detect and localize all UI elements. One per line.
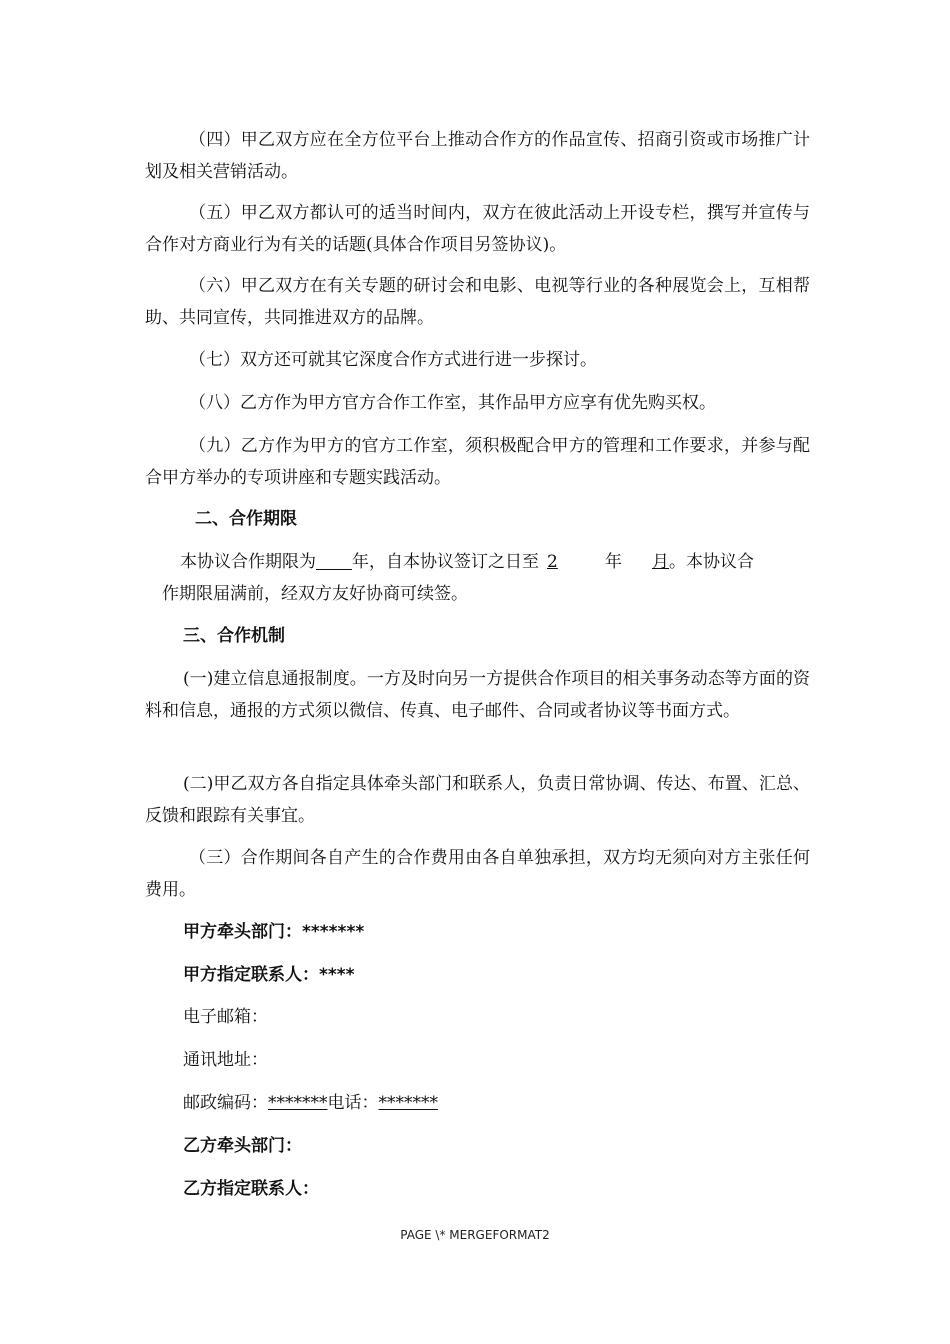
mechanism-2: (二)甲乙双方各自指定具体牵头部门和联系人，负责日常协调、传达、布置、汇总、反馈和跟踪有关事宜。 xyxy=(145,774,810,826)
party-b-contact: 乙方指定联系人： xyxy=(183,1179,319,1199)
term-text-b: 年，自本协议签订之日至 xyxy=(352,552,539,572)
clause-7: （七）双方还可就其它深度合作方式进行进一步探讨。 xyxy=(189,350,597,370)
address-label: 通讯地址： xyxy=(183,1050,268,1070)
page-footer: PAGE \* MERGEFORMAT2 xyxy=(400,1228,550,1242)
postal-phone-line xyxy=(183,1087,438,1119)
phone-value: ******* xyxy=(378,1093,438,1113)
clause-5: （五）甲乙双方都认可的适当时间内，双方在彼此活动上开设专栏，撰写并宣传与合作对方商业行为有关的话题(具体合作项目另签协议)。 xyxy=(145,203,810,255)
section-heading-mechanism: 三、合作机制 xyxy=(183,626,285,646)
mechanism-3: （三）合作期间各自产生的合作费用由各自单独承担，双方均无须向对方主张任何费用。 xyxy=(145,848,810,900)
term-text-a: 本协议合作期限为 xyxy=(180,552,316,572)
section-heading-term: 二、合作期限 xyxy=(195,509,297,529)
party-a-dept: 甲方牵头部门：******* xyxy=(183,922,365,942)
postal-value: ******* xyxy=(268,1093,328,1113)
party-a-contact: 甲方指定联系人：**** xyxy=(183,965,355,985)
term-text-c: 年 xyxy=(605,552,622,572)
term-line-1 xyxy=(180,546,754,578)
postal-label: 邮政编码： xyxy=(183,1093,268,1113)
term-years-blank xyxy=(316,551,352,570)
term-text-d: 月 xyxy=(652,552,669,572)
email-label: 电子邮箱： xyxy=(183,1007,268,1027)
clause-9: （九）乙方作为甲方的官方工作室，须积极配合甲方的管理和工作要求，并参与配合甲方举办的专项讲座和专题实践活动。 xyxy=(145,436,810,488)
clause-8: （八）乙方作为甲方官方合作工作室，其作品甲方应享有优先购买权。 xyxy=(189,393,716,413)
term-text-e: 。本协议合 xyxy=(669,552,754,572)
phone-label: 电话： xyxy=(327,1093,379,1113)
clause-4: （四）甲乙双方应在全方位平台上推动合作方的作品宣传、招商引资或市场推广计划及相关营销活动。 xyxy=(145,130,810,182)
term-end-year: 2 xyxy=(547,552,558,572)
term-line-2: 作期限届满前，经双方友好协商可续签。 xyxy=(162,584,468,604)
party-b-dept: 乙方牵头部门： xyxy=(183,1136,302,1156)
mechanism-1: (一)建立信息通报制度。一方及时向另一方提供合作项目的相关事务动态等方面的资料和信息，通报的方式须以微信、传真、电子邮件、合同或者协议等书面方式。 xyxy=(145,669,810,721)
clause-6: （六）甲乙双方在有关专题的研讨会和电影、电视等行业的各种展览会上，互相帮助、共同宣传，共同推进双方的品牌。 xyxy=(145,276,810,328)
